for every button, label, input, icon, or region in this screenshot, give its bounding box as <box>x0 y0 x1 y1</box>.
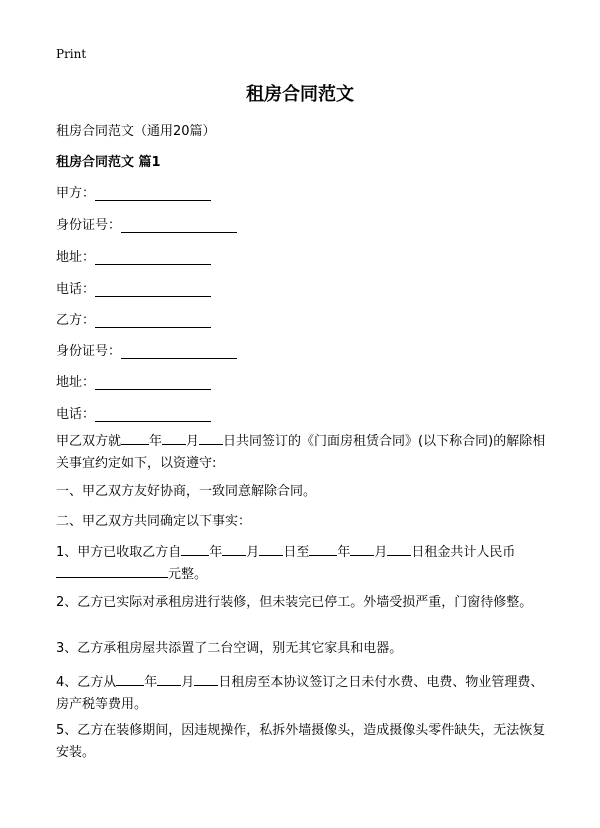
item-4-month-blank <box>157 672 181 686</box>
party-a-address-blank <box>95 250 211 265</box>
item-1-end-day-blank <box>387 542 411 556</box>
party-a-phone-blank <box>95 282 211 297</box>
party-b-blank <box>95 313 211 328</box>
document-subtitle: 租房合同范文（通用20篇） <box>56 124 216 139</box>
item-2-paragraph: 2、乙方已实际对承租房进行装修，但未装完已停工。外墙受损严重，门窗待修整。 <box>56 595 533 610</box>
item-4-paragraph <box>56 672 550 716</box>
party-a-address-label: 地址： <box>56 250 96 265</box>
item-1-text-2: 年 <box>209 545 223 560</box>
intro-paragraph <box>56 431 550 475</box>
party-a-phone-label: 电话： <box>56 282 96 297</box>
print-label[interactable]: Print <box>56 47 87 61</box>
intro-day-blank <box>199 431 223 445</box>
item-1-start-month-blank <box>222 542 246 556</box>
item-1-end-year-blank <box>309 542 337 556</box>
party-b-address-blank <box>95 375 211 390</box>
party-a-id-blank <box>121 218 237 233</box>
intro-text-1: 甲乙双方就 <box>56 434 122 449</box>
item-1-end-month-blank <box>350 542 374 556</box>
party-a-phone-field <box>56 278 211 297</box>
clause-two: 二、甲乙双方共同确定以下事实： <box>56 514 252 529</box>
item-1-text-4: 日至 <box>283 545 310 560</box>
item-4-text-1: 4、乙方从 <box>56 675 117 690</box>
item-4-text-4: 日租房至本协议签订之日未付水费、电费、物业管理费、房产税等费用。 <box>56 675 544 712</box>
intro-month-blank <box>162 431 186 445</box>
item-4-text-2: 年 <box>144 675 158 690</box>
party-b-field <box>56 309 211 328</box>
intro-text-3: 月 <box>186 434 200 449</box>
intro-text-4: 日共同签订的《门面房租赁合同》(以下称合同)的解除相关事宜约定如下，以资遵守: <box>56 434 546 471</box>
party-b-id-blank <box>121 344 237 359</box>
item-1-start-day-blank <box>259 542 283 556</box>
page-title: 租房合同范文 <box>246 84 354 105</box>
item-1-text-1: 1、甲方已收取乙方自 <box>56 545 182 560</box>
item-1-paragraph <box>56 542 550 586</box>
item-1-text-5: 年 <box>337 545 351 560</box>
item-3-paragraph: 3、乙方承租房屋共添置了二台空调，别无其它家具和电器。 <box>56 641 403 656</box>
item-4-year-blank <box>116 672 144 686</box>
clause-one: 一、甲乙双方友好协商，一致同意解除合同。 <box>56 484 317 499</box>
item-4-text-3: 月 <box>181 675 195 690</box>
party-b-phone-blank <box>95 407 211 422</box>
party-b-address-label: 地址： <box>56 375 96 390</box>
party-b-phone-field <box>56 403 211 422</box>
party-b-label: 乙方： <box>56 313 96 328</box>
party-b-id-label: 身份证号： <box>56 344 122 359</box>
party-b-phone-label: 电话： <box>56 407 96 422</box>
party-a-blank <box>95 186 211 201</box>
party-a-id-label: 身份证号： <box>56 218 122 233</box>
item-1-amount-blank <box>56 564 168 578</box>
party-b-address-field <box>56 371 211 390</box>
item-1-start-year-blank <box>181 542 209 556</box>
item-4-day-blank <box>194 672 218 686</box>
party-a-label: 甲方： <box>56 186 96 201</box>
item-1-text-3: 月 <box>246 545 260 560</box>
intro-text-2: 年 <box>149 434 163 449</box>
item-5-paragraph: 5、乙方在装修期间，因违规操作，私拆外墙摄像头，造成摄像头零件缺失，无法恢复安装。 <box>56 723 546 760</box>
party-a-address-field <box>56 246 211 265</box>
item-1-text-6: 月 <box>374 545 388 560</box>
party-b-id-field <box>56 340 237 359</box>
party-a-field <box>56 182 211 201</box>
item-1-text-7: 日租金共计人民币 <box>411 545 516 560</box>
intro-year-blank <box>121 431 149 445</box>
item-1-text-8: 元整。 <box>168 567 208 582</box>
party-a-id-field <box>56 214 237 233</box>
section-heading: 租房合同范文 篇1 <box>56 155 161 170</box>
